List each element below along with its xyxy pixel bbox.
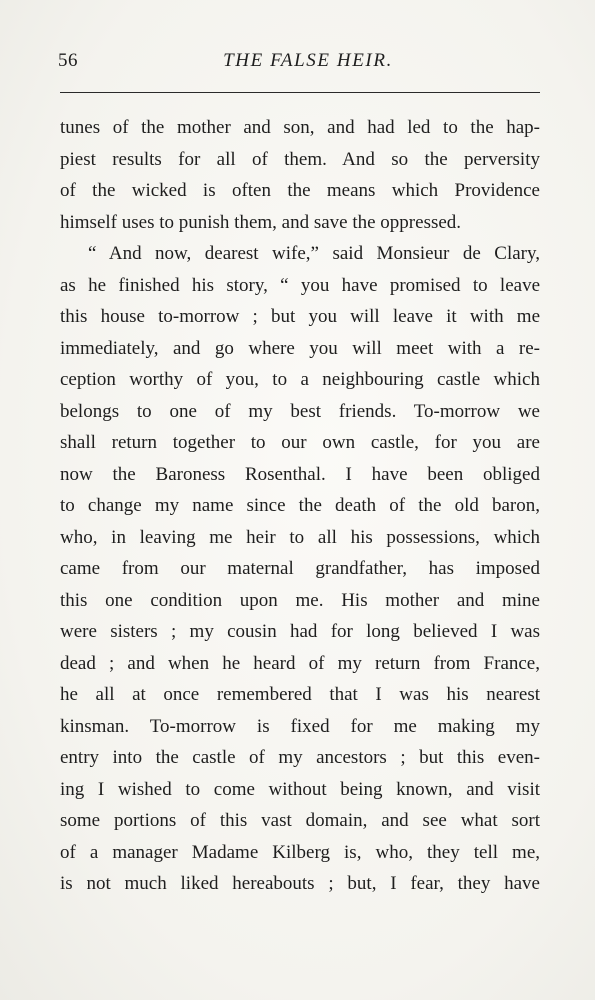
- text-line: belongs to one of my best friends. To-morrow we: [60, 400, 540, 422]
- text-line: ing I wished to come without being known, and visit: [60, 778, 540, 800]
- page-header: [58, 50, 538, 82]
- body-text: [60, 112, 540, 900]
- text-line: ception worthy of you, to a neighbouring castle which: [60, 369, 540, 390]
- running-title: THE FALSE HEIR.: [223, 50, 393, 71]
- text-line: some portions of this vast domain, and see what sort: [60, 810, 540, 831]
- text-line: this one condition upon me. His mother and mine: [60, 589, 540, 611]
- text-line: himself uses to punish them, and save the oppressed.: [60, 211, 462, 233]
- text-line: dead ; and when he heard of my return from France,: [60, 652, 540, 674]
- text-line: as he finished his story, “ you have promised to leave: [60, 274, 540, 296]
- text-line: were sisters ; my cousin had for long believed I was: [60, 621, 540, 642]
- page-number: 56: [58, 50, 78, 71]
- text-line: shall return together to our own castle, for you are: [60, 432, 540, 453]
- text-line: he all at once remembered that I was his nearest: [60, 684, 540, 705]
- text-line: piest results for all of them. And so the perversity: [60, 148, 540, 170]
- text-line: came from our maternal grandfather, has imposed: [60, 558, 540, 579]
- text-line: is not much liked hereabouts ; but, I fear, they have: [60, 873, 540, 894]
- text-line: “ And now, dearest wife,” said Monsieur de Clary,: [88, 243, 540, 264]
- text-line: immediately, and go where you will meet with a re-: [60, 337, 540, 359]
- text-line: now the Baroness Rosenthal. I have been obliged: [60, 463, 540, 485]
- text-line: entry into the castle of my ancestors ; but this even-: [60, 747, 540, 768]
- text-line: this house to-morrow ; but you will leave it with me: [60, 306, 540, 327]
- text-line: of a manager Madame Kilberg is, who, they tell me,: [60, 841, 540, 863]
- text-line: of the wicked is often the means which Providence: [60, 180, 540, 201]
- text-line: to change my name since the death of the old baron,: [60, 495, 540, 516]
- text-line: tunes of the mother and son, and had led to the hap-: [60, 117, 540, 138]
- text-line: kinsman. To-morrow is fixed for me making my: [60, 715, 540, 737]
- header-rule: [60, 92, 540, 93]
- text-line: who, in leaving me heir to all his possessions, which: [60, 526, 540, 548]
